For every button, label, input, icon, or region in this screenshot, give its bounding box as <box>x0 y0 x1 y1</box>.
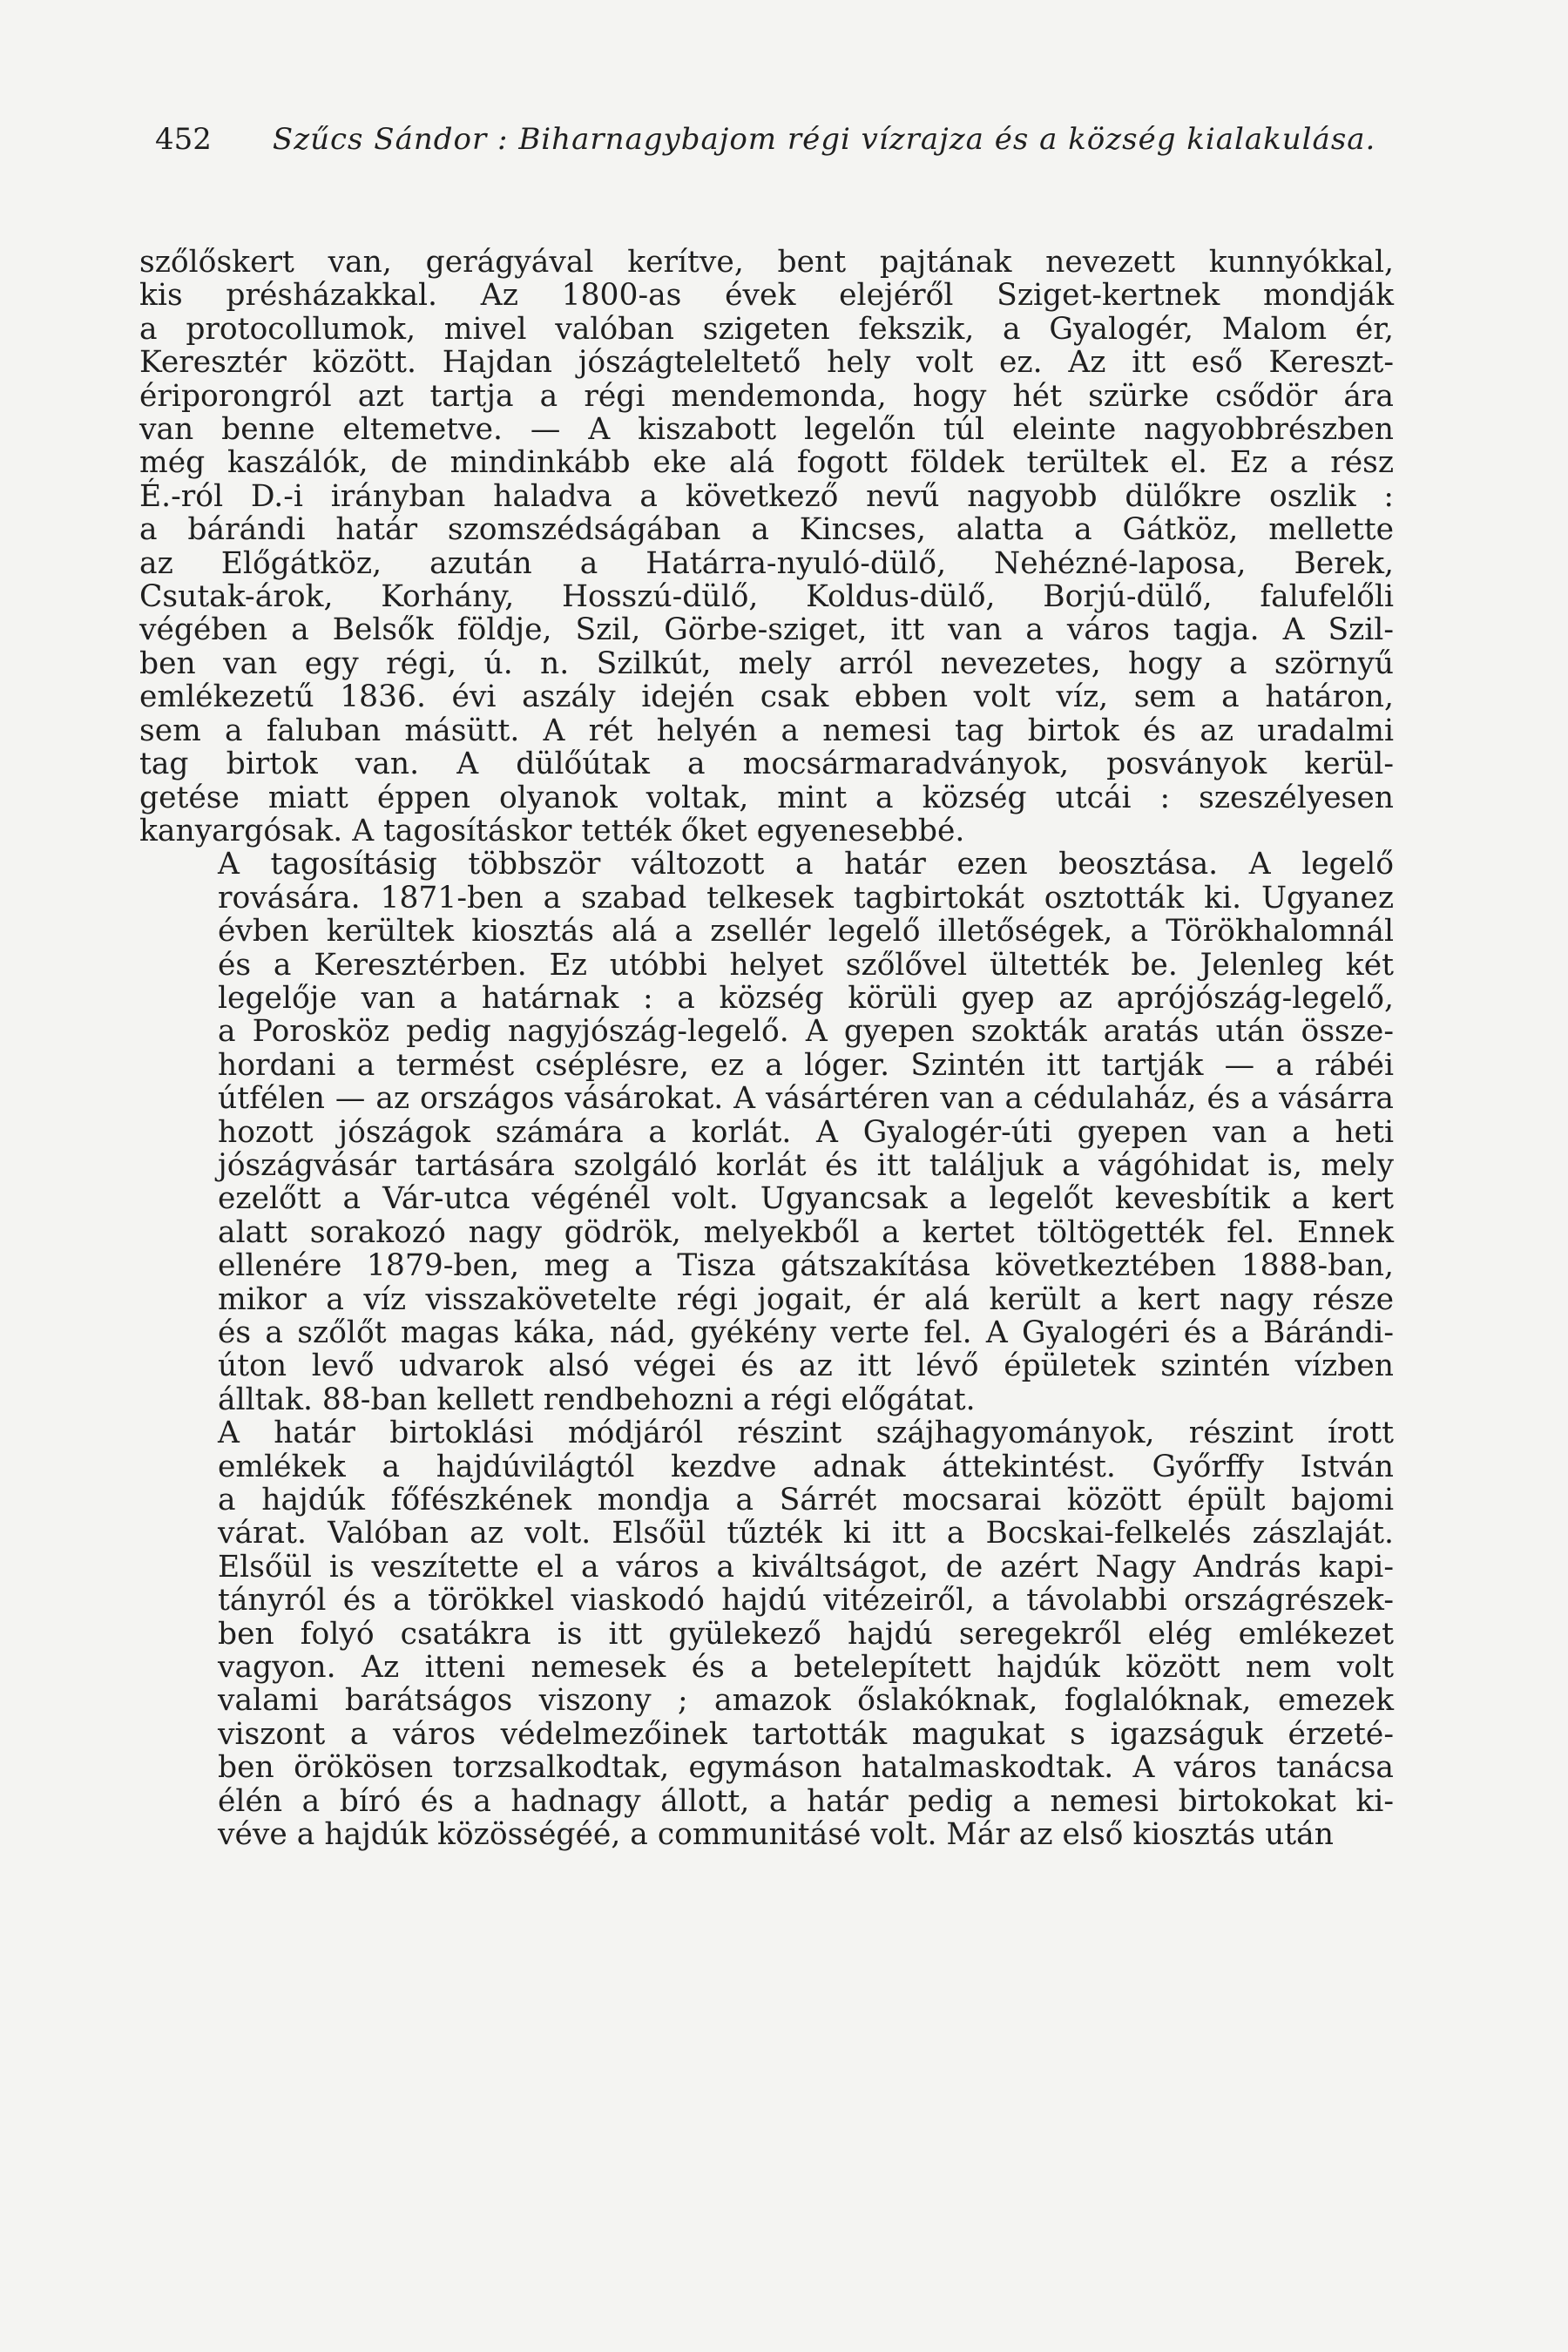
text-line: ben örökösen torzsalkodtak, egymáson hatalmaskodtak. A város tanácsa <box>218 1750 1394 1786</box>
text-line: A tagosításig többször változott a határ ezen beosztása. A legelő <box>218 847 1394 882</box>
text-line: valami barátságos viszony ; amazok őslakóknak, foglalóknak, emezek <box>218 1683 1394 1719</box>
paragraph <box>139 1416 1394 1851</box>
text-line: hordani a termést cséplésre, ez a lóger. Szintén itt tartják — a rábéi <box>218 1047 1394 1083</box>
text-line: az Előgátköz, azután a Határra-nyuló-dülő, Nehézné-laposa, Berek, <box>139 545 1394 581</box>
text-line: tag birtok van. A dülőútak a mocsármaradványok, posványok kerül- <box>139 747 1394 782</box>
text-line: álltak. 88-ban kellett rendbehozni a régi előgátat. <box>218 1382 976 1417</box>
text-line: sem a faluban másütt. A rét helyén a nemesi tag birtok és az uradalmi <box>139 713 1394 748</box>
text-line: É.-ról D.-i irányban haladva a következő nevű nagyobb dülőkre oszlik : <box>139 478 1394 514</box>
text-line: ben van egy régi, ú. n. Szilkút, mely arról nevezetes, hogy a szörnyű <box>139 645 1394 681</box>
text-line: élén a bíró és a hadnagy állott, a határ pedig a nemesi birtokokat ki- <box>218 1783 1394 1819</box>
text-line: jószágvásár tartására szolgáló korlát és itt találjuk a vágóhidat is, mely <box>218 1147 1394 1183</box>
text-line: legelője van a határnak : a község körüli gyep az aprójószág-legelő, <box>218 980 1394 1016</box>
text-line: ben folyó csatákra is itt gyülekező hajdú seregekről elég emlékezet <box>218 1616 1394 1652</box>
text-line: Csutak-árok, Korhány, Hosszú-dülő, Koldus-dülő, Borjú-dülő, falufelőli <box>139 579 1394 615</box>
page-header <box>155 122 1392 157</box>
text-line: a protocollumok, mivel valóban szigeten fekszik, a Gyalogér, Malom ér, <box>139 311 1394 347</box>
text-line: kanyargósak. A tagosításkor tették őket egyenesebbé. <box>139 813 965 848</box>
text-line: várat. Valóban az volt. Elsőül tűzték ki itt a Bocskai-felkelés zászlaját. <box>218 1516 1394 1551</box>
text-line: és a Keresztérben. Ez utóbbi helyet szőlővel ültették be. Jelenleg két <box>218 947 1394 983</box>
running-head: Szűcs Sándor : Biharnagybajom régi vízrajza és a község kialakulása. <box>272 122 1376 157</box>
text-line: A határ birtoklási módjáról részint szájhagyományok, részint írott <box>218 1416 1394 1451</box>
text-line: emlékezetű 1836. évi aszály idején csak ebben volt víz, sem a határon, <box>139 679 1394 715</box>
text-line: van benne eltemetve. — A kiszabott legelőn túl eleinte nagyobbrészben <box>139 412 1394 448</box>
text-line: getése miatt éppen olyanok voltak, mint a község utcái : szeszélyesen <box>139 780 1394 815</box>
text-line: alatt sorakozó nagy gödrök, melyekből a kertet töltögették fel. Ennek <box>218 1214 1394 1250</box>
body-text <box>139 246 1394 1852</box>
text-line: évben kerültek kiosztás alá a zsellér legelő illetőségek, a Törökhalomnál <box>218 914 1394 950</box>
text-line: a Porosköz pedig nagyjószág-legelő. A gyepen szokták aratás után össze- <box>218 1014 1394 1050</box>
text-line: és a szőlőt magas káka, nád, gyékény verte fel. A Gyalogéri és a Bárándi- <box>218 1315 1394 1350</box>
text-line: végében a Belsők földje, Szil, Görbe-sziget, itt van a város tagja. A Szil- <box>139 612 1394 648</box>
text-line: mikor a víz visszakövetelte régi jogait, ér alá került a kert nagy része <box>218 1281 1394 1317</box>
page-number: 452 <box>155 122 212 157</box>
text-line: Keresztér között. Hajdan jószágteleltető hely volt ez. Az itt eső Kereszt- <box>139 345 1394 381</box>
text-line: úton levő udvarok alsó végei és az itt lévő épületek szintén vízben <box>218 1348 1394 1384</box>
text-line: hozott jószágok számára a korlát. A Gyalogér-úti gyepen van a heti <box>218 1114 1394 1150</box>
text-line: még kaszálók, de mindinkább eke alá fogott földek terültek el. Ez a rész <box>139 445 1394 481</box>
text-line: vagyon. Az itteni nemesek és a betelepített hajdúk között nem volt <box>218 1650 1394 1686</box>
text-line: a bárándi határ szomszédságában a Kincses, alatta a Gátköz, mellette <box>139 512 1394 548</box>
text-line: ériporongról azt tartja a régi mendemonda, hogy hét szürke csődör ára <box>139 378 1394 414</box>
text-line: a hajdúk főfészkének mondja a Sárrét mocsarai között épült bajomi <box>218 1483 1394 1518</box>
paragraph <box>139 246 1394 848</box>
text-line: tányról és a törökkel viaskodó hajdú vitézeiről, a távolabbi országrészek- <box>218 1583 1394 1619</box>
text-line: útfélen — az országos vásárokat. A vásártéren van a cédulaház, és a vásárra <box>218 1081 1394 1117</box>
text-line: ellenére 1879-ben, meg a Tisza gátszakítása következtében 1888-ban, <box>218 1248 1394 1284</box>
text-line: véve a hajdúk közösségéé, a communitásé volt. Már az első kiosztás után <box>218 1817 1334 1853</box>
text-line: rovására. 1871-ben a szabad telkesek tagbirtokát osztották ki. Ugyanez <box>218 880 1394 916</box>
text-line: emlékek a hajdúvilágtól kezdve adnak áttekintést. Győrffy István <box>218 1449 1394 1484</box>
text-line: viszont a város védelmezőinek tartották magukat s igazságuk érzeté- <box>218 1716 1394 1752</box>
text-line: ezelőtt a Vár-utca végénél volt. Ugyancsak a legelőt kevesbítik a kert <box>218 1181 1394 1217</box>
text-line: szőlőskert van, gerágyával kerítve, bent pajtának nevezett kunnyókkal, <box>139 245 1394 280</box>
text-line: Elsőül is veszítette el a város a kiváltságot, de azért Nagy András kapi- <box>218 1549 1394 1585</box>
text-line: kis présházakkal. Az 1800-as évek elejéről Sziget-kertnek mondják <box>139 278 1394 314</box>
paragraph <box>139 848 1394 1416</box>
